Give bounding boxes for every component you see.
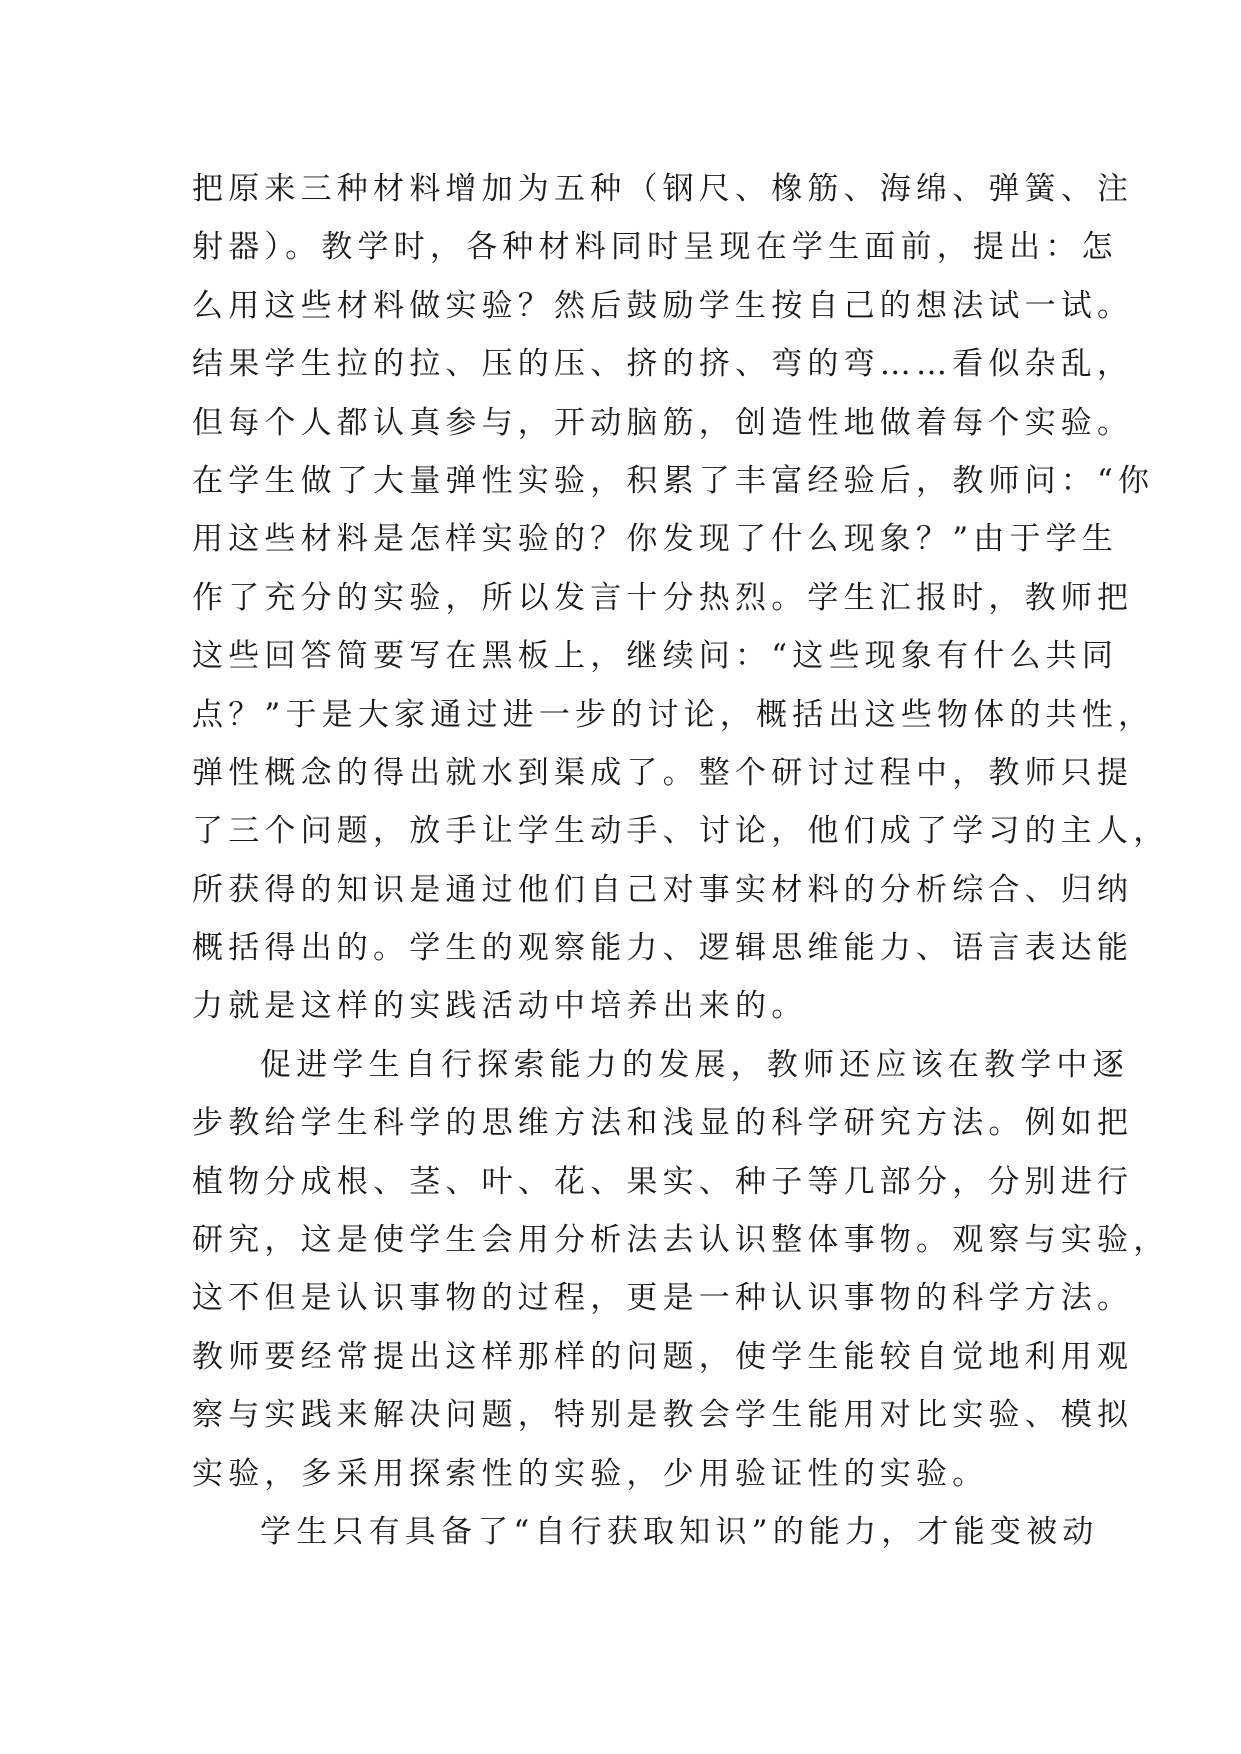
text-line: 么用这些材料做实验？然后鼓励学生按自己的想法试一试。: [192, 287, 1134, 324]
text-line: 察与实践来解决问题，特别是教会学生能用对比实验、模拟: [192, 1397, 1134, 1434]
text-line: 射器）。教学时，各种材料同时呈现在学生面前，提出：怎: [192, 229, 1118, 266]
text-line: 研究，这是使学生会用分析法去认识整体事物。观察与实验，: [192, 1222, 1170, 1259]
text-line: 概括得出的。学生的观察能力、逻辑思维能力、语言表达能: [192, 930, 1134, 967]
text-line: 在学生做了大量弹性实验，积累了丰富经验后，教师问：“你: [192, 462, 1155, 499]
paragraph-start-line: 学生只有具备了“自行获取知识”的能力，才能变被动: [260, 1513, 1099, 1550]
text-line: 结果学生拉的拉、压的压、挤的挤、弯的弯……看似杂乱，: [192, 346, 1134, 383]
paragraph-start-line: 促进学生自行探索能力的发展，教师还应该在教学中逐: [260, 1046, 1129, 1083]
text-line: 这些回答简要写在黑板上，继续问：“这些现象有什么共同: [192, 638, 1119, 675]
text-line: 植物分成根、茎、叶、花、果实、种子等几部分，分别进行: [192, 1163, 1134, 1200]
text-line: 作了充分的实验，所以发言十分热烈。学生汇报时，教师把: [192, 579, 1134, 616]
body-text: [192, 160, 1170, 1561]
text-line: 这不但是认识事物的过程，更是一种认识事物的科学方法。: [192, 1280, 1134, 1317]
text-line: 所获得的知识是通过他们自己对事实材料的分析综合、归纳: [192, 871, 1134, 908]
text-line: 教师要经常提出这样那样的问题，使学生能较自觉地利用观: [192, 1338, 1134, 1375]
text-line: 步教给学生科学的思维方法和浅显的科学研究方法。例如把: [192, 1105, 1134, 1142]
text-line: 点？”于是大家通过进一步的讨论，概括出这些物体的共性，: [192, 696, 1155, 733]
text-line: 了三个问题，放手让学生动手、讨论，他们成了学习的主人，: [192, 813, 1170, 850]
text-line: 实验，多采用探索性的实验，少用验证性的实验。: [192, 1455, 989, 1492]
text-line: 把原来三种材料增加为五种（钢尺、橡筋、海绵、弹簧、注: [192, 171, 1134, 207]
text-line: 用这些材料是怎样实验的？你发现了什么现象？”由于学生: [192, 521, 1119, 558]
text-line: 弹性概念的得出就水到渠成了。整个研讨过程中，教师只提: [192, 754, 1134, 791]
text-line: 但每个人都认真参与，开动脑筋，创造性地做着每个实验。: [192, 404, 1134, 441]
text-line: 力就是这样的实践活动中培养出来的。: [192, 988, 808, 1025]
